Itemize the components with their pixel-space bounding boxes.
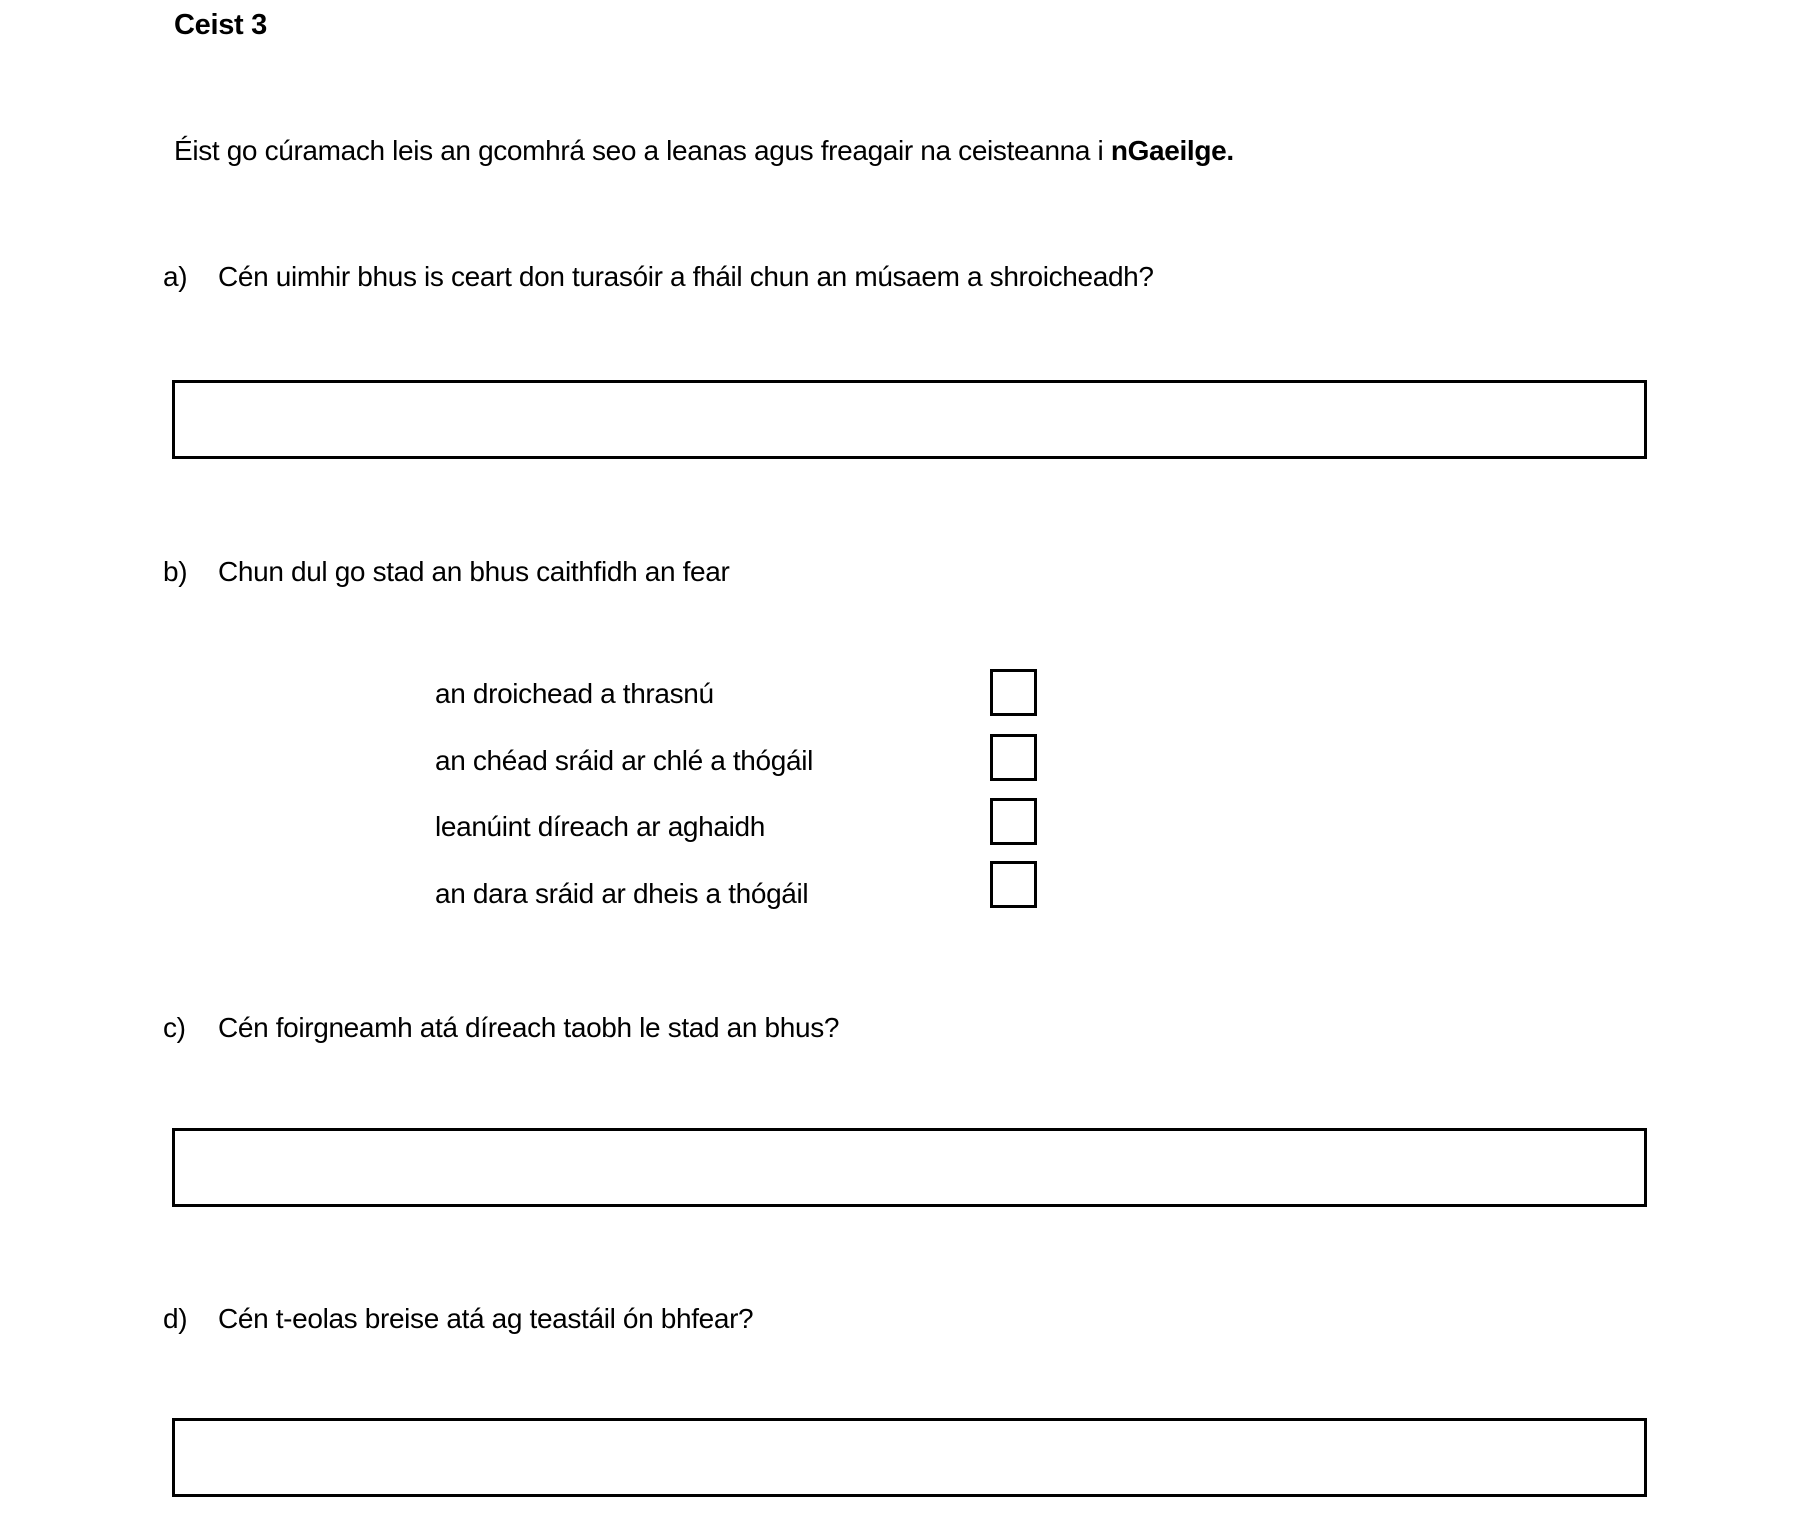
question-d-text: Cén t-eolas breise atá ag teastáil ón bhfear? — [218, 1303, 754, 1334]
answer-box-d[interactable] — [172, 1418, 1647, 1497]
question-d-label: d) — [163, 1303, 188, 1334]
question-d — [163, 1302, 753, 1336]
question-b-label: b) — [163, 556, 188, 587]
question-c-label: c) — [163, 1012, 186, 1043]
option-1-checkbox[interactable] — [990, 669, 1037, 716]
option-4: an dara sráid ar dheis a thógáil — [435, 878, 809, 909]
instructions — [174, 134, 1234, 168]
question-a-label: a) — [163, 261, 188, 292]
question-b-text: Chun dul go stad an bhus caithfidh an fear — [218, 556, 730, 587]
question-b — [163, 555, 729, 589]
question-a — [163, 260, 1154, 294]
question-c — [163, 1011, 839, 1045]
question-title: Ceist 3 — [174, 9, 267, 41]
option-2: an chéad sráid ar chlé a thógáil — [435, 745, 813, 776]
question-c-text: Cén foirgneamh atá díreach taobh le stad an bhus? — [218, 1012, 840, 1043]
option-1: an droichead a thrasnú — [435, 678, 714, 709]
answer-box-a[interactable] — [172, 380, 1647, 459]
option-4-checkbox[interactable] — [990, 861, 1037, 908]
option-2-checkbox[interactable] — [990, 734, 1037, 781]
instructions-emphasis: nGaeilge. — [1110, 135, 1234, 166]
question-a-text: Cén uimhir bhus is ceart don turasóir a fháil chun an músaem a shroicheadh? — [218, 261, 1154, 292]
option-3-checkbox[interactable] — [990, 798, 1037, 845]
instructions-text: Éist go cúramach leis an gcomhrá seo a leanas agus freagair na ceisteanna i — [174, 135, 1111, 166]
option-3: leanúint díreach ar aghaidh — [435, 811, 765, 842]
answer-box-c[interactable] — [172, 1128, 1647, 1207]
